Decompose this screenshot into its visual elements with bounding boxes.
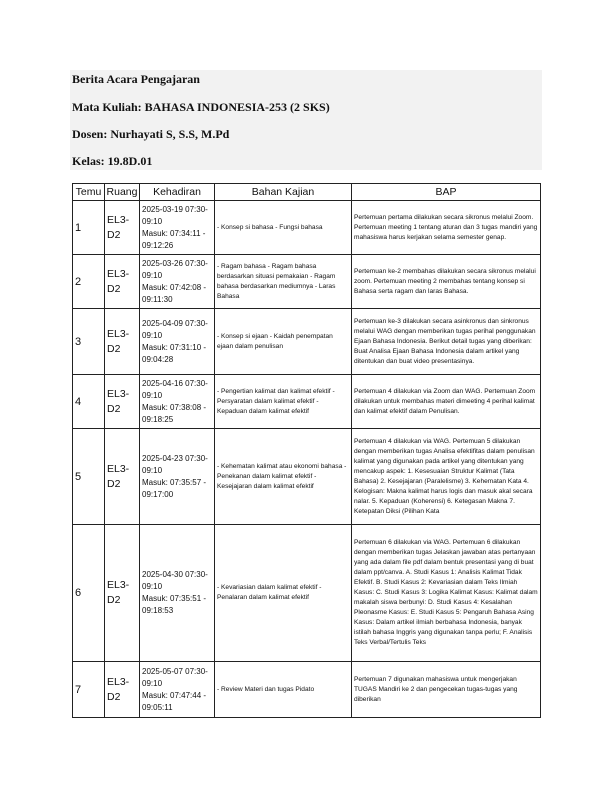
table-row	[73, 309, 541, 375]
attendance-cell: 2025-04-16 07:30-09:10 Masuk: 07:38:08 - 09:18:25	[140, 375, 215, 429]
table-row	[73, 375, 541, 429]
teaching-record-table	[72, 183, 541, 718]
room-cell: EL3-D2	[105, 375, 140, 429]
room-cell: EL3-D2	[105, 662, 140, 718]
meeting-number: 6	[73, 525, 105, 662]
column-header-room: Ruang	[105, 184, 140, 201]
column-header-meeting: Temu	[73, 184, 105, 201]
bap-cell: Pertemuan 6 dilakukan via WAG. Pertemuan 6 dilakukan dengan memberikan tugas Jelaskan jawaban atas pertanyaan yang ada dalam file pdf dalam bentuk presentasi yang di buat dalam ppt/canva. A. Studi Kasus 1: Analisis Kalimat Tidak Efektif. B. Studi Kasus 2: Kevariasian dalam Teks Ilmiah Kasus: C. Studi Kasus 3: Logika Kalimat Kasus: Kalimat dalam makalah siswa berbunyi: D. Studi Kasus 4: Kesalahan Pleonasme Kasus: E. Studi Kasus 5: Pengaruh Bahasa Asing Kasus: Dalam artikel ilmiah berbahasa Indonesia, banyak istilah bahasa Inggris yang digunakan tanpa perlu; F. Analisis Teks Verbal/Tertulis Teks	[352, 525, 541, 662]
column-header-attendance: Kehadiran	[140, 184, 215, 201]
topic-cell: - Konsep si bahasa - Fungsi bahasa	[215, 201, 352, 255]
meeting-number: 3	[73, 309, 105, 375]
attendance-cell: 2025-04-30 07:30-09:10 Masuk: 07:35:51 - 09:18:53	[140, 525, 215, 662]
bap-cell: Pertemuan 4 dilakukan via WAG. Pertemuan 5 dilakukan dengan memberikan tugas Analisa efektifitas dalam penulisan kalimat yang digunakan pada artikel yang ditentukan yang mencakup aspek: 1. Kesesuaian Struktur Kalimat (Tata Bahasa) 2. Kesejajaran (Paralelisme) 3. Kehematan Kata 4. Kelogisan: Makna kalimat harus logis dan masuk akal secara nalar. 5. Kepaduan (Koherensi) 6. Ketegasan Makna 7. Ketepatan Diksi (Pilihan Kata	[352, 429, 541, 525]
topic-cell: - Kehematan kalimat atau ekonomi bahasa - Penekanan dalam kalimat efektif - Kesejajaran dalam kalimat efektif	[215, 429, 352, 525]
column-header-topic: Bahan Kajian	[215, 184, 352, 201]
topic-cell: - Review Materi dan tugas Pidato	[215, 662, 352, 718]
table-header-row	[73, 184, 541, 201]
bap-cell: Pertemuan ke-3 dilakukan secara asinkronus dan sinkronus melalui WAG dengan memberikan tugas perihal penggunakan Ejaan Bahasa Indonesia. Berikut detail tugas yang diberikan: Buat Analisa Ejaan Bahasa Indonesia dalam artikel yang ditentukan dan buat video presentasinya.	[352, 309, 541, 375]
meeting-number: 5	[73, 429, 105, 525]
topic-cell: - Ragam bahasa - Ragam bahasa berdasarkan situasi pemakaian - Ragam bahasa berdasarkan mediumnya - Laras Bahasa	[215, 255, 352, 309]
bap-cell: Pertemuan ke-2 membahas dilakukan secara sikronus melalui zoom. Pertemuan meeting 2 membahas tentang konsep si Bahasa serta ragam dan laras Bahasa.	[352, 255, 541, 309]
attendance-cell: 2025-04-09 07:30-09:10 Masuk: 07:31:10 - 09:04:28	[140, 309, 215, 375]
topic-cell: - Kevariasian dalam kalimat efektif - Penalaran dalam kalimat efektif	[215, 525, 352, 662]
room-cell: EL3-D2	[105, 309, 140, 375]
table-row	[73, 255, 541, 309]
room-cell: EL3-D2	[105, 201, 140, 255]
table-row	[73, 201, 541, 255]
document-header	[70, 70, 542, 170]
meeting-number: 4	[73, 375, 105, 429]
room-cell: EL3-D2	[105, 429, 140, 525]
topic-cell: - Konsep si ejaan - Kaidah penempatan ejaan dalam penulisan	[215, 309, 352, 375]
column-header-bap: BAP	[352, 184, 541, 201]
room-cell: EL3-D2	[105, 525, 140, 662]
attendance-cell: 2025-03-26 07:30-09:10 Masuk: 07:42:08 - 09:11:30	[140, 255, 215, 309]
table-row	[73, 429, 541, 525]
course-name: Mata Kuliah: BAHASA INDONESIA-253 (2 SKS)	[72, 100, 330, 114]
bap-cell: Pertemuan 7 digunakan mahasiswa untuk mengerjakan TUGAS Mandiri ke 2 dan pengecekan tugas-tugas yang diberikan	[352, 662, 541, 718]
class-name: Kelas: 19.8D.01	[72, 154, 153, 168]
topic-cell: - Pengertian kalimat dan kalimat efektif - Persyaratan dalam kalimat efektif - Kepaduan dalam kalimat efektif	[215, 375, 352, 429]
meeting-number: 2	[73, 255, 105, 309]
meeting-number: 7	[73, 662, 105, 718]
attendance-cell: 2025-04-23 07:30-09:10 Masuk: 07:35:57 - 09:17:00	[140, 429, 215, 525]
room-cell: EL3-D2	[105, 255, 140, 309]
bap-cell: Pertemuan pertama dilakukan secara sikronus melalui Zoom. Pertemuan meeting 1 tentang aturan dan 3 tugas mandiri yang mahasiswa harus kerjakan selama semester genap.	[352, 201, 541, 255]
table-row	[73, 662, 541, 718]
meeting-number: 1	[73, 201, 105, 255]
attendance-cell: 2025-03-19 07:30-09:10 Masuk: 07:34:11 - 09:12:26	[140, 201, 215, 255]
attendance-cell: 2025-05-07 07:30-09:10 Masuk: 07:47:44 - 09:05:11	[140, 662, 215, 718]
lecturer-name: Dosen: Nurhayati S, S.S, M.Pd	[72, 127, 230, 141]
document-title: Berita Acara Pengajaran	[72, 72, 200, 86]
bap-cell: Pertemuan 4 dilakukan via Zoom dan WAG. Pertemuan Zoom dilakukan untuk membahas materi dimeeting 4 perihal kalimat dan kalimat efektif dalam Penulisan.	[352, 375, 541, 429]
table-row	[73, 525, 541, 662]
